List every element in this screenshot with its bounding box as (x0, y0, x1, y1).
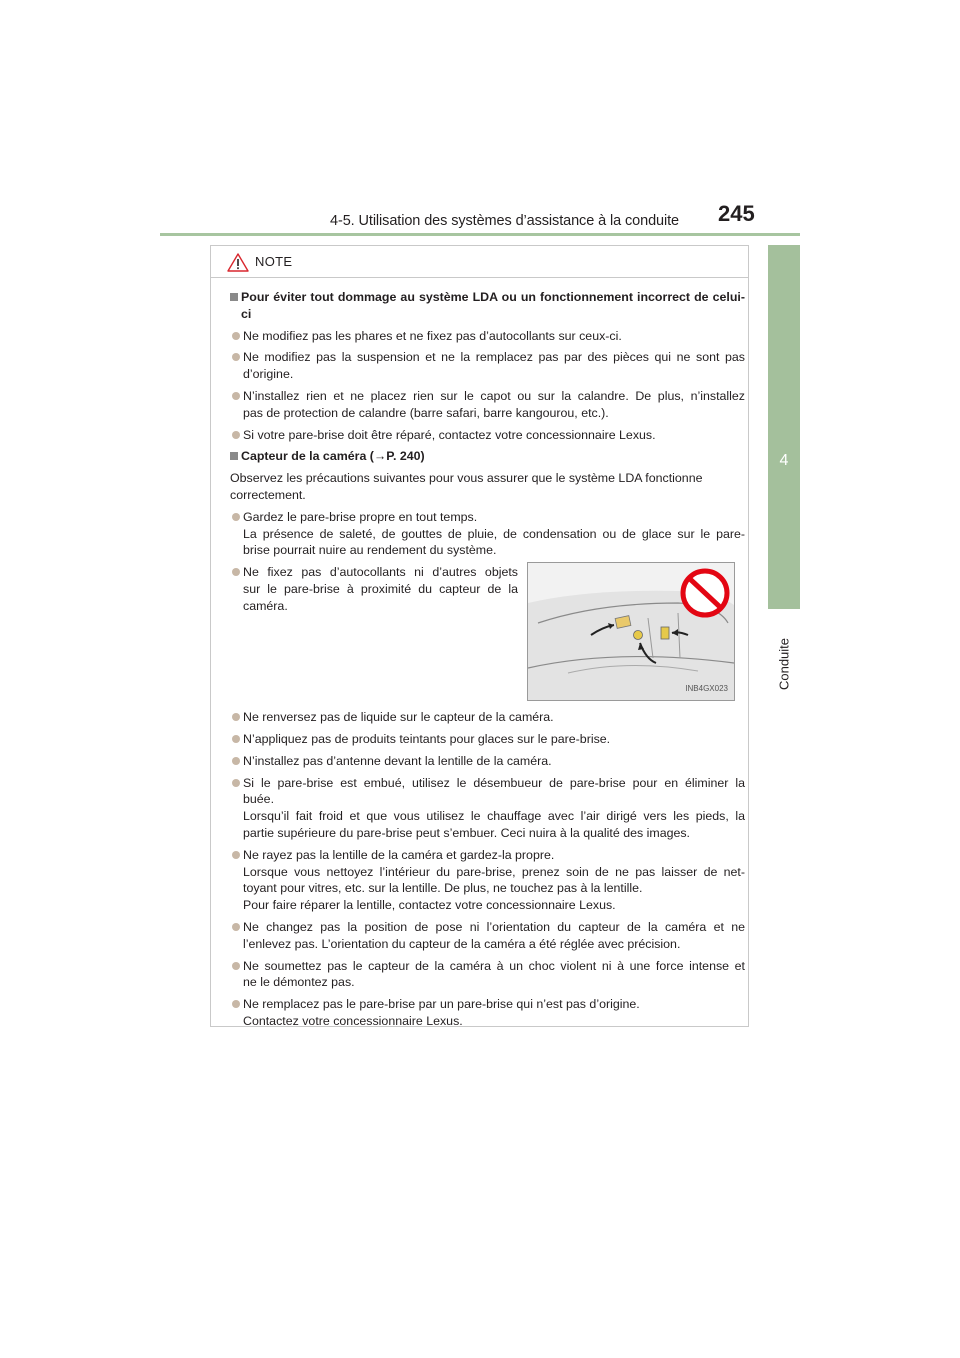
note-content (230, 289, 745, 1035)
windshield-sticker-illustration (528, 563, 734, 700)
list-item (230, 731, 745, 748)
list-item-text: Contactez votre concessionnaire Lexus. (243, 1013, 463, 1028)
list-item-text: Si votre pare-brise doit être réparé, contactez votre concessionnaire Lexus. (243, 427, 656, 442)
list-item-text: La présence de saleté, de gouttes de pluie, de condensation ou de glace sur le pare- (243, 526, 745, 541)
chapter-tab-label-text: Conduite (776, 637, 792, 691)
list-item-text: caméra. (243, 598, 288, 613)
list-item (230, 753, 745, 770)
note-box (210, 245, 749, 1027)
list-item (230, 919, 745, 953)
list-item-text: toyant pour vitres, etc. sur la lentille. De plus, ne touchez pas à la lentille. (243, 881, 643, 896)
note-label: NOTE (255, 254, 293, 269)
section-heading-camera-sensor (230, 448, 745, 465)
list-item-text: l’enlevez pas. L’orientation du capteur de la caméra a été réglée avec précision. (243, 936, 681, 951)
paragraph-line: Observez les précautions suivantes pour vous assurer que le système LDA fonctionne (230, 471, 703, 486)
sticker-warning-block (230, 564, 745, 704)
windshield-illustration (527, 562, 735, 701)
intro-paragraph (230, 470, 745, 504)
note-header (211, 246, 748, 278)
list-item-text: Lorsqu’il fait froid et que vous utilisez le chauffage avec l’air dirigé vers les pieds, la (243, 809, 745, 824)
illustration-code: INB4GX023 (685, 684, 728, 694)
heading-line: Pour éviter tout dommage au système LDA ou un fonctionnement incorrect de celui- (241, 290, 745, 304)
list-item-text: Pour faire réparer la lentille, contactez votre concessionnaire Lexus. (243, 898, 616, 913)
list-item-text: N’appliquez pas de produits teintants pour glaces sur le pare-brise. (243, 731, 611, 746)
list-item (230, 427, 745, 444)
list-item (230, 388, 745, 422)
section-heading-lda-damage (230, 289, 745, 323)
list-item-text: Ne changez pas la position de pose ni l’orientation du capteur de la caméra et ne (243, 919, 745, 934)
list-item-text: d’origine. (243, 367, 294, 382)
list-item-text: sur le pare-brise à proximité du capteur de la (243, 581, 518, 596)
list-item-text: Ne modifiez pas la suspension et ne la remplacez pas par des pièces qui ne sont pas (243, 350, 745, 365)
list-item-text: Ne soumettez pas le capteur de la caméra à un choc violent ni à une force intense et (243, 958, 745, 973)
list-item-text: Ne renversez pas de liquide sur le capteur de la caméra. (243, 710, 554, 725)
page-header (0, 0, 960, 240)
list-item-text: Gardez le pare-brise propre en tout temps. (243, 509, 478, 524)
chapter-tab-label (770, 636, 798, 692)
list-item-text: partie supérieure du pare-brise peut s’embuer. Ceci nuira à la qualité des images. (243, 825, 691, 840)
page-number: 245 (718, 201, 755, 226)
list-item (230, 509, 745, 559)
section-title: 4-5. Utilisation des systèmes d’assistance à la conduite (330, 213, 680, 229)
list-item-text: N’installez rien et ne placez rien sur le capot ou sur la calandre. De plus, n’installez (243, 388, 745, 403)
list-item-text: Ne modifiez pas les phares et ne fixez pas d’autocollants sur ceux-ci. (243, 328, 622, 343)
warning-triangle-icon (227, 253, 249, 272)
list-item-text: N’installez pas d’antenne devant la lentille de la caméra. (243, 753, 552, 768)
list-item (230, 847, 745, 914)
list-item-text: ne le démontez pas. (243, 975, 355, 990)
list-item (230, 564, 518, 614)
list-item (230, 709, 745, 726)
list-item-text: brise pourrait nuire au rendement du système. (243, 543, 497, 558)
list-item-text: Lorsque vous nettoyez l’intérieur du pare-brise, prenez soin de ne pas laisser de net- (243, 864, 745, 879)
list-item-text: Ne rayez pas la lentille de la caméra et gardez-la propre. (243, 847, 555, 862)
header-rule (160, 233, 800, 236)
list-item (230, 349, 745, 383)
list-item (230, 775, 745, 842)
list-item (230, 958, 745, 992)
list-item-text: Ne fixez pas d’autocollants ni d’autres objets (243, 565, 518, 580)
list-item (230, 328, 745, 345)
list-item-text: pas de protection de calandre (barre safari, barre kangourou, etc.). (243, 405, 609, 420)
chapter-tab (768, 245, 800, 609)
list-item-text: Si le pare-brise est embué, utilisez le désembueur de pare-brise pour en éliminer la (243, 775, 745, 790)
heading-line: Capteur de la caméra (→P. 240) (241, 449, 425, 464)
paragraph-line: correctement. (230, 487, 306, 502)
list-item-text: Ne remplacez pas le pare-brise par un pare-brise qui n’est pas d’origine. (243, 997, 640, 1012)
list-item-text: buée. (243, 792, 275, 807)
heading-line: ci (241, 306, 252, 321)
list-item (230, 996, 745, 1030)
chapter-tab-number: 4 (779, 452, 789, 469)
